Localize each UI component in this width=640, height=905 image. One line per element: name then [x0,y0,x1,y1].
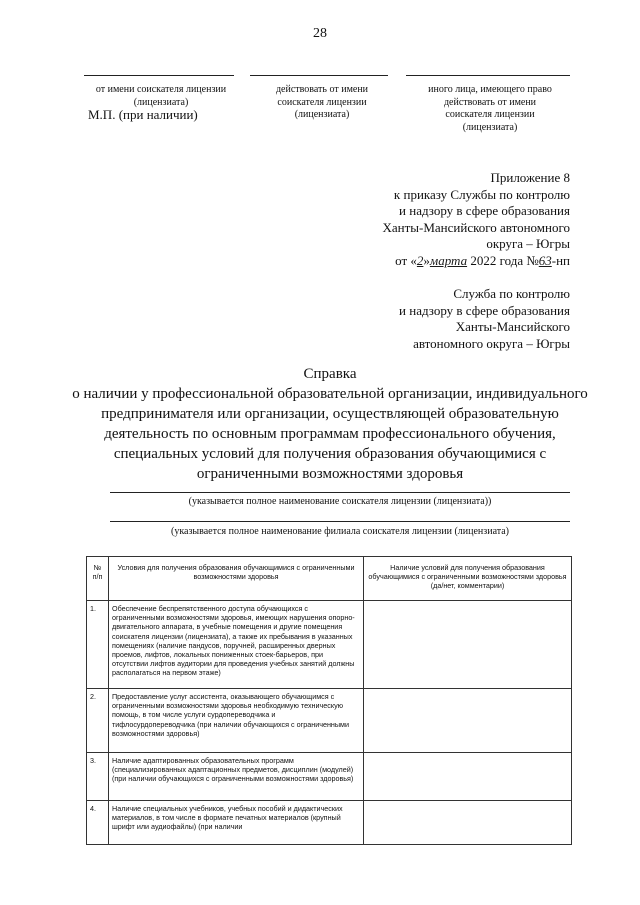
header-number: № п/п [87,557,109,601]
date-number: 63 [538,252,552,268]
row-value [364,753,572,801]
branch-name-line [110,521,570,522]
appendix-line-4: Ханты-Мансийского автономного [382,219,570,235]
row-value [364,601,572,689]
appendix-line-2: к приказу Службы по контролю [393,186,570,202]
branch-name-caption: (указывается полное наименование филиала соискателя лицензии (лицензиата) [170,526,510,537]
date-suffix: -нп [551,252,570,268]
addressee-line-2: и надзору в сфере образования [399,302,570,318]
date-mid: » [423,252,430,268]
signature-line-1 [84,75,234,76]
appendix-date-line [382,253,570,270]
header-condition: Условия для получения образования обучающимися с ограниченными возможностями здоровья [109,557,364,601]
page-number: 28 [313,26,327,41]
date-year: 2022 года № [470,252,539,268]
date-prefix: от « [395,252,417,268]
signature-line-2 [250,75,388,76]
applicant-name-line [110,492,570,493]
table-row [87,801,572,845]
conditions-table [86,556,572,845]
title-heading: Справка [303,366,357,382]
date-month: марта [429,252,468,268]
row-condition: Наличие специальных учебников, учебных пособий и дидактических материалов, в том числе в формате печатных материалов (крупный шрифт или аудиофайлы) (при наличии [109,801,364,845]
signature-caption-1: от имени соискателя лицензии (лицензиата) [95,84,227,108]
table-row [87,689,572,753]
addressee-line-1: Служба по контролю [453,286,570,301]
row-value [364,689,572,753]
row-number: 4. [87,801,109,845]
applicant-name-caption: (указывается полное наименование соискателя лицензии (лицензиата)) [188,496,492,507]
signature-line-3 [406,75,570,76]
addressee-line-4: автономного округа – Югры [413,335,570,351]
row-number: 1. [87,601,109,689]
row-number: 2. [87,689,109,753]
document-title [70,364,590,484]
addressee-block [399,286,570,352]
table-header-row [87,557,572,601]
header-availability: Наличие условий для получения образования обучающимися с ограниченными возможностями здоровья (да/нет, комментарии) [364,557,572,601]
table-row [87,601,572,689]
signature-caption-2: действовать от имени соискателя лицензии (лицензиата) [275,84,369,120]
date-day: 2 [416,252,424,268]
row-number: 3. [87,753,109,801]
row-condition: Предоставление услуг ассистента, оказывающего обучающимся с ограниченными возможностями здоровья необходимую техническую помощь, в том числе услуги сурдопереводчика и тифлосурдопереводчика (при наличии обучающихся с ограниченными возможностями здоровья) [109,689,364,753]
signature-caption-3: иного лица, имеющего право действовать от имени соискателя лицензии (лицензиата) [428,84,552,133]
appendix-block [382,170,570,270]
table-row [87,753,572,801]
title-body: о наличии у профессиональной образовательной организации, индивидуального предпринимателя или организации, осуществляющей образовательную деятельность по основным программам профессионального обучения, специальных условий для получения образования обучающимися с ограниченными возможностями здоровья [72,386,588,482]
row-condition: Обеспечение беспрепятственного доступа обучающихся с ограниченными возможностями здоровья, имеющих нарушения опорно-двигательного аппарата, в учебные помещения и другие помещения соискателя лицензии (лицензиата), а также их пребывания в указанных помещениях (наличие пандусов, поручней, расширенных дверных проемов, лифтов, локальных пониженных стоек-барьеров, при отсутствии лифтов аудитории для проведения учебных занятий должны располагаться на первом этаже) [109,601,364,689]
stamp-place: М.П. (при наличии) [88,107,198,122]
appendix-line-1: Приложение 8 [490,170,570,185]
addressee-line-3: Ханты-Мансийского [455,319,570,335]
appendix-line-5: округа – Югры [486,236,570,252]
row-value [364,801,572,845]
appendix-line-3: и надзору в сфере образования [399,203,570,219]
row-condition: Наличие адаптированных образовательных программ (специализированных адаптационных предметов, дисциплин (модулей) (при наличии обучающихся с ограниченными возможностями здоровья) [109,753,364,801]
